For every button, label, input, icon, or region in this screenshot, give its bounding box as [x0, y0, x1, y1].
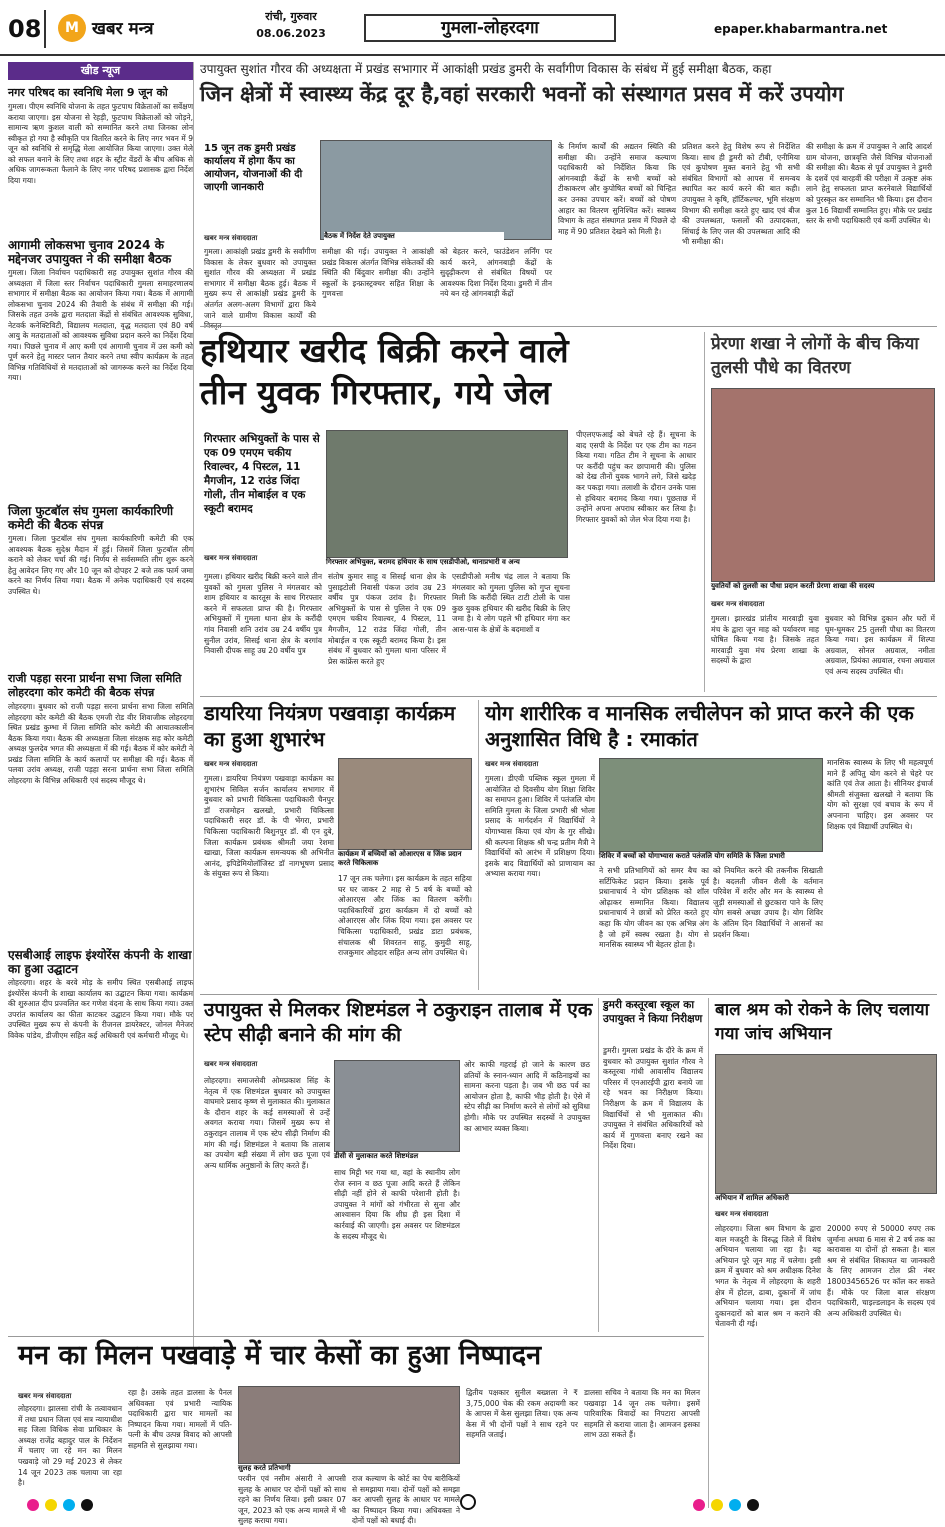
story-text: पीएलएफआई को बेचते रहे हैं। सूचना के बाद एसपी के निर्देश पर एक टीम का गठन किया गया। गठित टीम ने सूचना के आधार पर करौंदी पहुंच कर छापामारी की। पुलिस को देख तीनों युवक भागने लगे, जिसे खदेड़ कर पकड़ा गया। तलाशी के दौरान उनके पास से हथियार बरामद किया गया। पूछताछ में उन्होंने अपना अपराध स्वीकार कर लिया है। गिरफ्तार युवकों को जेल भेज दिया गया है।	[576, 430, 696, 524]
inspection-photo	[715, 1054, 937, 1194]
color-dot	[693, 1499, 705, 1511]
thakurain-story	[200, 998, 595, 1332]
diarrhea-story	[200, 700, 474, 990]
yoga-story	[478, 700, 937, 990]
photo-caption: गिरफ्तार अभियुक्त, बरामद हथियार के साथ एसडीपीओ, थानाप्रभारी व अन्य	[326, 558, 568, 567]
color-dot	[729, 1499, 741, 1511]
arrest-photo	[326, 430, 568, 558]
byline: खबर मन्त्र संवाददाता	[18, 1392, 72, 1400]
photo-caption: अभियान में शामिल अधिकारी	[715, 1194, 937, 1203]
bottom-story	[8, 1340, 704, 1526]
story-text: राज कल्याण के कोर्ट का पेच बारीकियों से समझाया गया। दोनों पक्षों को समझा कर आपसी सुलह के आधार पर मामले का निष्पादन किया गया। अधिवक्ता ने दोनों पक्षों को बधाई दी।	[352, 1474, 460, 1526]
date-text: 08.06.2023	[256, 27, 326, 40]
story-text: रहा है। उसके तहत डालसा के पैनल अधिवक्ता एवं प्रभारी न्यायिक पदाधिकारी द्वारा चार मामलों का निष्पादन किया गया। मामलों में पति-पत्नी के बीच उत्पन्न विवाद को आपसी सहमति से सुलझाया गया।	[128, 1388, 232, 1450]
left-column	[8, 62, 194, 1347]
brand-logo-icon: M	[58, 14, 86, 42]
page-number: 08	[8, 10, 46, 48]
masthead	[0, 0, 945, 56]
left-item-text: गुमला। जिला फुटबॉल संघ गुमला कार्यकारिणी कमेटी की एक आवश्यक बैठक सुदेश्न मैदान में हुई। जिसमें जिला फुटबॉल लीग कराने को लेकर चर्चा की गई। निर्णय से सर्वसम्मति लीग शुरू करने हेतु आवेदन लिए गए और 10 जून को दोपहर 2 बजे तक फार्म जमा करने का निर्णय लिया गया। बैठक में अनेक पदाधिकारी एवं सदस्य उपस्थित थे।	[8, 534, 193, 596]
photo-caption: डीसी से मुलाकात करते शिष्टमंडल	[334, 1152, 460, 1161]
story-text: द्वितीय पक्षकार सुनील बख्शला ने ₹ 3,75,000 चेक की रकम अदायगी कर के आपस में केस सुलझा लिया। एक अन्य केस में भी दोनों पक्षों ने साथ रहने पर सहमति जताई।	[466, 1388, 578, 1440]
story-text: 17 जून तक चलेगा। इस कार्यक्रम के तहत सहिया घर घर जाकर 2 माह से 5 वर्ष के बच्चों को ओआरएस और जिंक का वितरण करेंगी। पदाधिकारियों द्वारा कार्यक्रम में दो बच्चों को ओआरएस और जिंक दिया गया। इस अवसर पर चिकित्सा पदाधिकारी, प्रखंड डाटा प्रबंधक, संचालक श्री शिवरतन साहू, कुमुदी साहू, राजकुमार ओहदार सहित अन्य लोग उपस्थित थे।	[338, 874, 472, 958]
byline: खबर मन्त्र संवाददाता	[204, 1060, 258, 1068]
top-kicker: उपायुक्त सुशांत गौरव की अध्यक्षता में प्रखंड सभागार में आकांक्षी प्रखंड डुमरी के सर्वांगीण विकास के संबंध में हुई समीक्षा बैठक, कहा	[200, 62, 772, 76]
story-text: परवीन एवं नसीम अंसारी ने आपसी सुलह के आधार पर दोनों पक्षों को साथ रहने का निर्णय लिया। इसी प्रकार 07 जून, 2023 को एक अन्य मामले में भी सुलह कराया गया।	[238, 1474, 346, 1526]
meeting-photo	[320, 140, 552, 240]
arms-highlight-box: गिरफ्तार अभियुक्तों के पास से एक 09 एमएम चकीय रिवाल्वर, 4 पिस्टल, 11 मैगजीन, 12 राउंड जिंदा गोली, तीन मोबाईल व एक स्कूटी बरामद	[204, 433, 320, 515]
left-item-text: गुमला। पीएम स्वनिधि योजना के तहत फुटपाथ विक्रेताओं का सर्वेक्षण कराया जाएगा। इस योजना से रेहड़ी, फुटपाथ विक्रेताओं को जोड़ने, सामान्य ऋण कुशल वाली को सम्मानित करने तथा जिनका लोन स्वीकृत हो गया है स्वीकृति पत्र वितरित करने के लिए नगर भवन में 9 जून को स्वनिधि से समृद्धि मेला आयोजित किया जाएगा। उक्त मेले को सफल बनाने के लिए तथा शहर के स्ट्रीट वेंडरों के बीच अधिक से अधिक जागरूकता फैलाने के लिए नगर परिषद प्रशासक द्वारा निर्देश दिया गया।	[8, 102, 193, 185]
story-text: को नियमित करने की तकनीक सिखाती है। बदलती जीवन शैली के वर्तमान परिवेश में शरीर और मन के स्वास्थ्य से जुड़ी समस्याओं से छुटकारा पाने के लिए योग सबसे अच्छा उपाय है। योग शिविर के अंतिम दिन विद्यार्थियों ने आसनों का प्रदर्शन किया।	[713, 866, 823, 939]
diarrhea-photo	[338, 758, 472, 850]
story-text: गुमला। झारखंड प्रांतीय मारवाड़ी युवा मंच के द्वारा जून माह को पर्यावरण माह घोषित किया गया है। जिसके तहत मारवाड़ी युवा मंच प्रेरणा शाखा के सदस्यों के द्वारा	[711, 614, 819, 666]
color-dot	[63, 1499, 75, 1511]
arms-story	[200, 332, 700, 692]
left-item-heading: जिला फुटबॉल संघ गुमला कार्यकारिणी कमेटी की बैठक संपन्न	[8, 504, 174, 532]
story-text: गुमला। आकांक्षी प्रखंड डुमरी के सर्वांगीण विकास के लेकर बुधवार को उपायुक्त सुशांत गौरव की अध्यक्षता में प्रखंड सभागार में समीक्षा बैठक हुई। बैठक में मुख्य रूप से आकांक्षी प्रखंड डुमरी के अंतर्गत अलग-अलग विभागों द्वारा किये जाने वाले ग्रामीण विकास कार्यों की	[204, 247, 316, 320]
story-text: की समीक्षा के क्रम में उपायुक्त ने आदि आदर्श ग्राम योजना, छात्रवृत्ति जैसे विभिन्न योजनाओं की समीक्षा की। बैठक से पूर्व उपायुक्त ने डुमरी के दशवें एवं बारहवीं की परीक्षा में उत्कृष्ट अंक लाने हेतु सफलता प्राप्त करनेवाले विद्यार्थियों को पुरस्कृत कर सम्मानित भी किया। इस दौरान कुल 16 विद्यार्थी सम्मानित हुए। मौके पर प्रखंड स्तर के सभी पदाधिकारी एवं कर्मी उपस्थित थे।	[806, 142, 932, 226]
left-item-text: लोहरदगा। शहर के बरवे मोड़ के समीप स्थित एसबीआई लाइफ इंश्योरेंस कंपनी के शाखा कार्यालय का उद्घाटन किया गया। कार्यक्रम की शुरुआत दीप प्रज्वलित कर गणेश वंदना के साथ किया गया। उक्त उपरांत कार्यालय का फीता काटकर उद्घाटन किया गया। मौके पर उपस्थित मुख्य रूप से कंपनी के रीजनल डायरेक्टर, जोनल मैनेजर विवेक पांडेय, डीजीएम सहित कई अधिकारी एवं कर्मचारी मौजूद थे।	[8, 978, 193, 1040]
color-dot	[81, 1499, 93, 1511]
settlement-photo	[238, 1386, 460, 1464]
yoga-photo	[599, 758, 823, 852]
byline: खबर मन्त्र संवाददाता	[485, 760, 539, 768]
bottom-headline: मन का मिलन पखवाड़े में चार केसों का हुआ निष्पादन	[18, 1340, 542, 1371]
story-text: प्रतिशत करने हेतु विशेष रूप से निर्देशित किया। साथ ही डुमरी को टीबी, एनीमिया एवं कुपोषण मुक्त बनाने हेतु भी सभी संबंधित विभागों को आपस में समन्वय स्थापित कर कार्य करने की बात कही। उपायुक्त ने कृषि, हॉर्टिकल्चर, भूमि संरक्षण विभाग की समीक्षा करते हुए खाद एवं बीज की उपलब्धता, फसलों की उत्पादकता, सिंचाई के लिए जल की उपलब्धता आदि की भी समीक्षा की।	[682, 142, 800, 247]
photo-caption: युवतियों को तुलसी का पौधा प्रदान करती प्रेरणा शाखा की सदस्य	[711, 582, 935, 591]
byline: खबर मन्त्र संवाददाता	[204, 760, 258, 768]
story-text: डालसा सचिव ने बताया कि मन का मिलन पखवाड़ा 14 जून तक चलेगा। इसमें पारिवारिक विवादों का निपटारा आपसी सहमति से कराया जाता है। आमजन इसका लाभ उठा सकते हैं।	[584, 1388, 700, 1440]
epaper-url[interactable]: epaper.khabarmantra.net	[714, 22, 888, 36]
left-item-heading: राजी पड़हा सरना प्रार्थना सभा जिला समिति लोहरदगा कोर कमेटी की बैठक संपन्न	[8, 672, 182, 699]
photo-caption: सुलह करते प्रतिभागी	[238, 1464, 460, 1473]
color-dot	[711, 1499, 723, 1511]
byline: खबर मन्त्र संवाददाता	[715, 1210, 769, 1218]
story-text: डुमरी। गुमला प्रखंड के दौरे के क्रम में बुधवार को उपायुक्त सुशांत गौरव ने कस्तूरबा गांधी आवासीय विद्यालय परिसर में एनआरईपी द्वारा बनाये जा रहे भवन का निरीक्षण किया। निरीक्षण के क्रम में विद्यालय के विद्यार्थियों से भी मुलाकात की। उपायुक्त ने संबंधित अधिकारियों को कार्य में गुणवत्ता बनाए रखने का निर्देश दिया।	[603, 1046, 703, 1151]
brand-name: खबर मन्त्र	[92, 19, 154, 39]
child-labour-headline: बाल श्रम को रोकने के लिए चलाया गया जांच अभियान	[715, 1000, 930, 1044]
photo-caption: शिविर में बच्चों को योगाभ्यास कराते पतंजलि योग समिति के जिला प्रभारी	[599, 852, 823, 861]
tulsi-story	[704, 332, 937, 692]
story-text: गुमला। हथियार खरीद बिक्री करने वाले तीन युवकों को गुमला पुलिस ने मंगलवार को शाम हथियार व कारतूस के साथ गिरफ्तार करने में सफलता प्राप्त की है। गिरफ्तार अभियुक्तों में गुमला थाना क्षेत्र के करौंदी गांव निवासी शनि उरांव उम्र 24 वर्षीय पुत्र सुनील उरांव, सिसई थाना क्षेत्र के बरगांव निवासी दीपक साहू उम्र 20 वर्षीय पुत्र	[204, 572, 322, 656]
divider	[200, 326, 937, 327]
story-text: लोहरदगा। समाजसेवी ओमप्रकाश सिंह के नेतृत्व में एक शिष्टमंडल बुधवार को उपायुक्त वाघमारे प्रसाद कृष्ण से मुलाकात की। मुलाकात के दौरान शहर के कई समस्याओं से उन्हें अवगत कराया गया। जिसमें मुख्य रूप से ठकुराइन तालाब में एक स्टेप सीढ़ी निर्माण की मांग की गई। शिष्टमंडल ने बताया कि तालाब का उपयोग बड़ी संख्या में लोग छठ पूजा एवं अन्य धार्मिक अनुष्ठानों के लिए करते हैं।	[204, 1076, 330, 1170]
left-item-heading: आगामी लोकसभा चुनाव 2024 के मद्देनजर उपायुक्त ने की समीक्षा बैठक	[8, 238, 172, 266]
top-highlight-box: 15 जून तक डुमरी प्रखंड कार्यालय में होगा कैंप का आयोजन, योजनाओं की दी जाएगी जानकारी	[204, 143, 303, 193]
divider	[200, 994, 937, 995]
divider	[8, 1336, 704, 1337]
story-text: मानसिक स्वास्थ्य के लिए भी महत्वपूर्ण माने हैं अपितु योग करने से चेहरे पर कांति एवं तेज आता है। सीनियर इंचार्ज श्रीमती संजुक्ता खलखो ने बताया कि योग को सुरक्षा एवं बचाव के रूप में अपनाना चाहिए। इस अवसर पर शिक्षक एवं विद्यार्थी उपस्थित थे।	[827, 758, 933, 831]
school-headline: डुमरी कस्तूरबा स्कूल का उपायुक्त ने किया निरीक्षण	[603, 999, 703, 1025]
left-item	[8, 86, 193, 232]
city-day: रांची, गुरुवार	[265, 10, 317, 23]
story-text: लोहरदगा। जिला श्रम विभाग के द्वारा बाल मजदूरी के विरुद्ध जिले में विशेष अभियान चलाया जा रहा है। यह अभियान पूरे जून माह में चलेगा। इसी क्रम में बुधवार को श्रम अधीक्षक दिनेश भगत के नेतृत्व में लोहरदगा के शहरी क्षेत्र में होटल, ढाबा, दुकानों में जांच अभियान चलाया गया। इस दौरान दुकानदारों को बाल श्रम न कराने की चेतावनी दी गई।	[715, 1224, 821, 1329]
photo-caption: कार्यक्रम में बच्चियों को ओआरएस व जिंक प्रदान करते चिकित्सक	[338, 850, 472, 868]
left-item	[8, 504, 193, 666]
story-text: संतोष कुमार साहू व सिसई थाना क्षेत्र के पुसाइटोली निवासी पंकज उरांव उम्र 23 वर्षीय पुत्र पंकज उरांव है। गिरफ्तार अभियुक्तों के पास से पुलिस ने एक 09 एमएम चकीय रिवाल्वर, 4 पिस्टल, 11 मैगजीन, 12 राउंड जिंदा गोली, तीन मोबाईल व एक स्कूटी बरामद किया है। इस संबंध में बुधवार को गुमला थाना परिसर में प्रेस कांफ्रेंस करते हुए	[328, 572, 446, 666]
divider	[200, 696, 937, 697]
tulsi-headline: प्रेरणा शखा ने लोगों के बीच किया तुलसी पौधे का वितरण	[711, 334, 919, 378]
story-text: गुमला। डीएवी पब्लिक स्कूल गुमला में आयोजित दो दिवसीय योग शिक्षा शिविर का समापन हुआ। शिविर में पतंजलि योग समिति गुमला के जिला प्रभारी श्री भोला प्रसाद के मार्गदर्शन में विद्यार्थियों ने योगाभ्यास किया एवं योग के गुर सीखे। श्री कल्पना शिक्षक श्री चन्द्र प्रतीम मैत्री ने विद्यार्थियों को आरंभ में प्रशिक्षण दिया। इसके बाद विद्यार्थियों को प्राणायाम का अभ्यास कराया गया।	[485, 774, 595, 879]
story-text: समीक्षा की गई। उपायुक्त ने आकांक्षी प्रखंड विकास अंतर्गत विभिन्न संकेतकों की स्थिति की बिंदुवार समीक्षा की। उन्होंने स्कूलों के इन्फ्रास्ट्रक्चर सहित शिक्षा के गुणवत्ता	[322, 247, 434, 299]
child-labour-story	[708, 998, 937, 1508]
story-text: साथ मिट्टी भर गया था, वहां के स्थानीय लोग रोज स्नान व छठ पूजा आदि करते हैं लेकिन सीढ़ी नहीं होने से काफी परेशानी होती है। उपायुक्त ने मांगों को गंभीरता से सुना और आश्वासन दिया कि शीघ्र ही इस दिशा में कार्रवाई की जाएगी। इस अवसर पर शिष्टमंडल के सदस्य मौजूद थे।	[334, 1168, 460, 1241]
photo-caption: बैठक में निर्देश देते उपायुक्त	[324, 232, 504, 241]
top-story	[200, 62, 937, 322]
top-headline: जिन क्षेत्रों में स्वास्थ्य केंद्र दूर है,वहां सरकारी भवनों को संस्थागत प्रसव में करें उपयोग	[200, 82, 844, 106]
story-text: को बेहतर करने, फाउंडेशन लर्निंग पर कार्य करने, आंगनबाड़ी केंद्रों के सुदृढ़ीकरण से संबंधित विषयों पर आवश्यक दिशा निर्देश दिया। डुमरी में तीन नये बन रहे आंगनबाड़ी केंद्रों	[440, 247, 552, 299]
story-text: बुधवार को विभिन्न दुकान और घरों में घूम-घूमकर 25 तुलसी पौधा का वितरण किया गया। इस कार्यक्रम में शिल्पा अग्रवाल, सोनल अग्रवाल, नमीता अग्रवाल, प्रियंका अग्रवाल, रचना अग्रवाल एवं अन्य सदस्य उपस्थित थी।	[825, 614, 935, 676]
byline: खबर मन्त्र संवाददाता	[204, 234, 258, 242]
color-dot	[45, 1499, 57, 1511]
left-item	[8, 672, 193, 942]
delegation-photo	[334, 1060, 460, 1152]
section-title: गुमला-लोहरदगा	[364, 14, 616, 42]
story-text: के निर्माण कार्यों की अद्यतन स्थिति की समीक्षा की। उन्होंने समाज कल्याण पदाधिकारी को निर्देशित किया कि आंगनबाड़ी केंद्रों के सभी बच्चों को टीकाकरण और कुपोषित बच्चों को चिन्हित कर उनका उपचार करें। बच्चों को पोषण आहार का वितरण सुनिश्चित करें। स्वास्थ्य विभाग के तहत संस्थागत प्रसव में पिछले दो माह में 90 प्रतिशत देखने को मिली है।	[558, 142, 676, 236]
news-label: खीड न्यूज	[8, 62, 193, 80]
left-item	[8, 238, 193, 498]
byline: खबर मन्त्र संवाददाता	[204, 554, 258, 562]
registration-dots-right	[690, 1496, 930, 1510]
color-dot	[747, 1499, 759, 1511]
story-text: गुमला। डायरिया नियंत्रण पखवाड़ा कार्यक्रम का शुभारंभ सिविल सर्जन कार्यालय सभागार में बुधवार को प्रभारी चिकित्सा पदाधिकारी चैनपुर डॉ राजमोहन खलखो, प्रभारी चिकित्सा पदाधिकारी सदर डॉ. के पी भेंगरा, प्रभारी चिकित्सा पदाधिकारी बिशुनपुर डॉ. बी एन दुबे, जिला कार्यक्रम प्रबंधक श्रीमती जया रेशमा खाखा, जिला कार्यक्रम समन्वयक श्री अभिनीत आनंद, इपिडेमियोलॉजिस्ट डॉ नागभूषण प्रसाद के संयुक्त रूप से किया।	[204, 774, 334, 879]
story-text: लोहरदगा। झालसा रांची के तत्वावधान में तथा प्रधान जिला एवं सत्र न्यायाधीश सह जिला विधिक सेवा प्राधिकार के अध्यक्ष राजेंद्र बहादुर पाल के निर्देशन में चलाए जा रहे मन का मिलन पखवाड़े जो 29 मई 2023 से लेकर 14 जून 2023 तक चलाया जा रहा है।	[18, 1404, 122, 1488]
registration-mark-icon	[460, 1494, 476, 1510]
diarrhea-headline: डायरिया नियंत्रण पखवाड़ा कार्यक्रम का हुआ शुभारंभ	[204, 701, 456, 751]
thakurain-headline: उपायुक्त से मिलकर शिष्टमंडल ने ठकुराइन तालाब में एक स्टेप सीढ़ी बनाने की मांग की	[204, 999, 593, 1046]
left-item-text: लोहरदगा। बुधवार को राजी पड़हा सरना प्रार्थना सभा जिला समिति लोहरदगा कोर कमेटी की बैठक एमजी रोड वीर शिवाजीक लोहरदगा स्थित प्रखंड कुम्भा में जिला समिति कोर कमेटी की आयातकालीन बैठक किया गया। बैठक की अध्यक्षता जिला संरक्षक सह कोर कमेटी अध्यक्ष फुलदेव भगत की अध्यक्षता में की गई। बैठक में कोर कमेटी ने प्रखंड जिला समिति के कार्य कलापों पर समीक्षा की गई। बैठक में पलवा उरांव अध्यक्ष, राजी पड़हा सरना प्रार्थना सभा जिला समिति लोहरदगा के विभिन्न अधिकारी एवं सदस्य मौजूद थे।	[8, 702, 193, 785]
left-item-heading: एसबीआई लाइफ इंश्योरेंस कंपनी के शाखा का हुआ उद्घाटन	[8, 948, 192, 976]
story-text: एसडीपीओ मनीष चंद्र लाल ने बताया कि मंगलवार को गुमला पुलिस को गुप्त सूचना मिली कि करौंदी स्थित टाटी टोली के पास कुछ युवक हथियार की खरीद बिक्री के लिए जमा है। ये लोग पहले भी हथियार मंगा कर आस-पास के क्षेत्रों के बदमाशों व	[452, 572, 570, 634]
story-text: ने सभी प्रतिभागियों को समर बैच का सर्टिफिकेट प्रदान किया। इसके पूर्व प्रधानाचार्य ने योग प्रशिक्षक को शॉल ओढ़ाकर सम्मानित किया। विद्यालय प्रधानाचार्य ने छात्रों को प्रेरित करते हुए कहा कि योग जीवन का एक अभिन्न अंग है जो हमें स्वस्थ रखता है। योग से मानसिक स्वास्थ्य भी बेहतर होता है।	[599, 866, 709, 950]
left-item	[8, 948, 193, 1278]
tulsi-photo	[711, 388, 935, 582]
yoga-headline: योग शारीरिक व मानसिक लचीलेपन को प्राप्त करने की एक अनुशासित विधि है : रमाकांत	[485, 701, 914, 751]
school-story	[598, 998, 704, 1332]
edition-date	[246, 8, 336, 42]
color-dot	[27, 1499, 39, 1511]
byline: खबर मन्त्र संवाददाता	[711, 600, 765, 608]
story-text: ओर काफी गहराई हो जाने के कारण छठ व्रतियों के स्नान-ध्यान आदि में कठिनाइयों का सामना करना पड़ता है। जब भी छठ पर्व का आयोजन होता है, काफी भीड़ होती है। ऐसे में स्टेप सीढ़ी का निर्माण करने से लोगों को सुविधा होगी। मौके पर उपस्थित सदस्यों ने उपायुक्त का आभार व्यक्त किया।	[464, 1060, 590, 1133]
left-item-heading: नगर परिषद का स्वनिधि मेला 9 जून को	[8, 86, 168, 99]
story-text: 20000 रुपए से 50000 रुपए तक जुर्माना अथवा 6 मास से 2 वर्ष तक का कारावास या दोनों हो सकता है। बाल श्रम से संबंधित शिकायत या जानकारी के लिए आमजन टोल फ्री नंबर 18003456526 पर कॉल कर सकते हैं। मौके पर जिला बाल संरक्षण पदाधिकारी, चाइल्डलाइन के सदस्य एवं अन्य अधिकारी उपस्थित थे।	[827, 1224, 935, 1318]
arms-headline-line1: हथियार खरीद बिक्री करने वाले	[200, 331, 569, 370]
registration-dots-left	[24, 1496, 264, 1510]
arms-headline-line2: तीन युवक गिरफ्तार, गये जेल	[200, 373, 551, 412]
left-item-text: गुमला। जिला निर्वाचन पदाधिकारी सह उपायुक्त सुशांत गौरव की अध्यक्षता में जिला स्तर निर्वाचन पदाधिकारी गुमला समाहरणालय सभागार में समीक्षा बैठक का आयोजन किया गया। बैठक में आगामी लोकसभा चुनाव 2024 की तैयारी के संबंध में समीक्षा की गई। जिसके तहत उनके द्वारा मतदाता केंद्रों से संबंधित आवश्यक सुविधा, नेटवर्क कनेक्टिविटी, विद्यालय मतदाता, वृद्ध मतदाता एवं 80 वर्ष आयु के मतदाताओं को आवश्यक सुविधा प्रदान करने का निर्देश दिया गया। पिछले चुनाव में आए कमी एवं आगामी चुनाव में उस कमी को पूर्ण करने हेतु मास्टर प्लान तैयार करने तथा स्वीप कार्यक्रम के तहत विभिन्न गतिविधियों से मतदाताओं को जागरूक करने का निर्देश दिया गया।	[8, 268, 193, 382]
